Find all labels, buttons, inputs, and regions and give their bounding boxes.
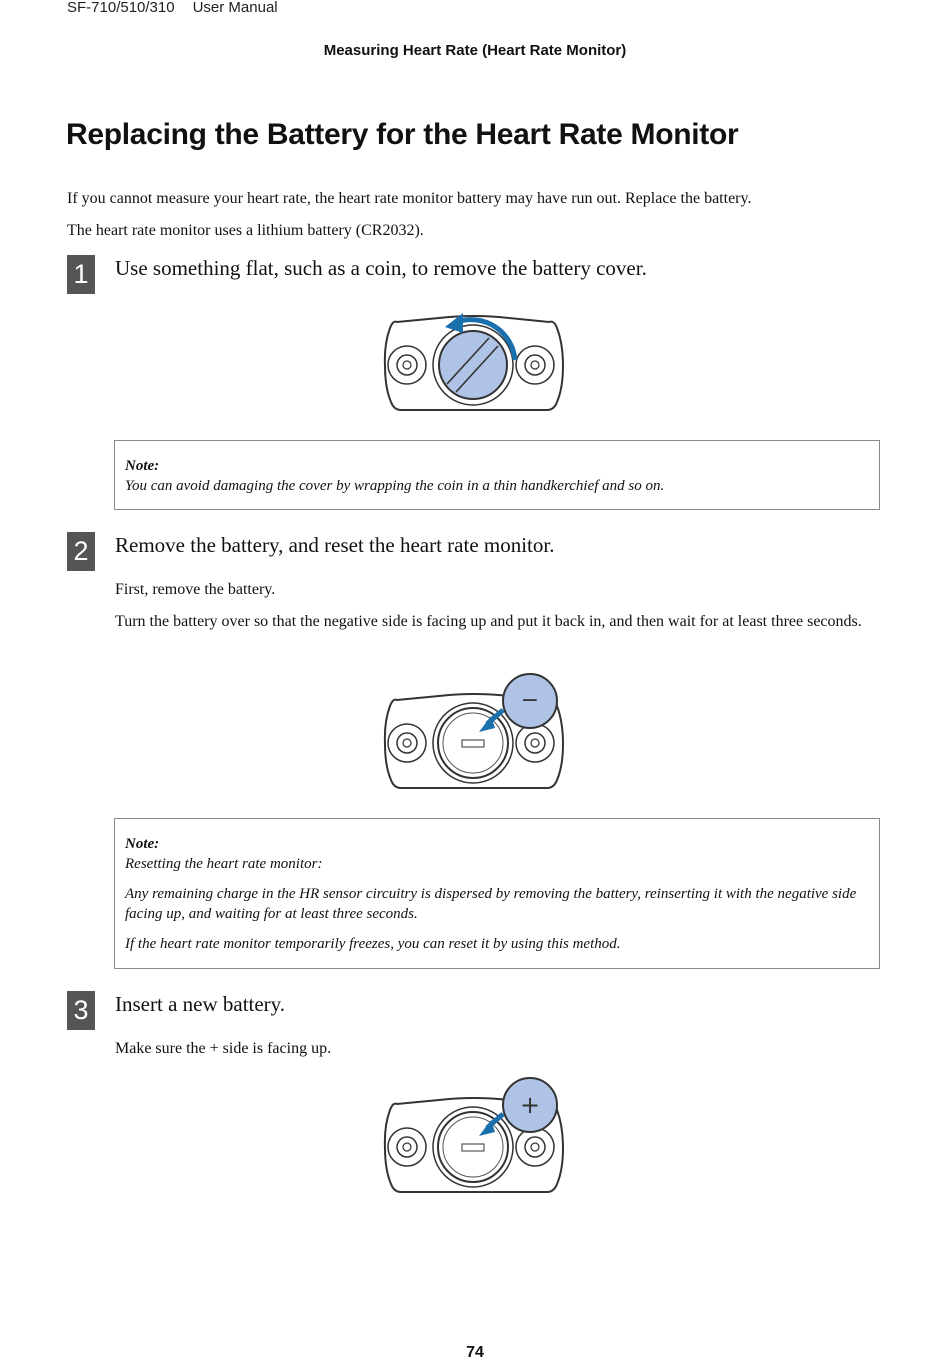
step-body: Turn the battery over so that the negative side is facing up and put it back in, and then wait for at least three seconds. [115,613,862,630]
page-number: 74 [466,1344,484,1361]
note-label: Note: [125,458,160,474]
note-text: If the heart rate monitor temporarily freezes, you can reset it by using this method. [125,936,621,952]
note-text: Resetting the heart rate monitor: [125,856,323,872]
note-box [114,818,880,969]
battery-cover-removal-illustration [383,310,565,418]
intro-paragraph: If you cannot measure your heart rate, the heart rate monitor battery may have run out. Replace the battery. [67,190,752,207]
step-body: First, remove the battery. [115,581,276,598]
step-title: Use something flat, such as a coin, to remove the battery cover. [115,256,647,280]
battery-positive-side-illustration [383,1076,565,1200]
model-name: SF-710/510/310 [67,0,175,16]
running-header [67,0,278,16]
section-header: Measuring Heart Rate (Heart Rate Monitor) [323,42,627,59]
step-title: Remove the battery, and reset the heart rate monitor. [115,533,555,557]
note-box [114,440,880,510]
step-number: 1 [67,255,95,294]
step-body: Make sure the + side is facing up. [115,1040,332,1057]
positive-symbol: + [519,1091,541,1119]
page-title: Replacing the Battery for the Heart Rate Monitor [66,118,739,151]
battery-negative-side-illustration [383,672,565,796]
step-title: Insert a new battery. [115,992,286,1016]
step-number: 2 [67,532,95,571]
note-text: Any remaining charge in the HR sensor circuitry is dispersed by removing the battery, reinserting it with the negative side facing up, and waiting for at least three seconds. [125,886,857,922]
note-text: You can avoid damaging the cover by wrapping the coin in a thin handkerchief and so on. [125,478,665,494]
intro-paragraph: The heart rate monitor uses a lithium battery (CR2032). [67,222,424,239]
negative-symbol: − [520,688,540,713]
manual-name: User Manual [192,0,278,16]
note-label: Note: [125,836,160,852]
step-number: 3 [67,991,95,1030]
